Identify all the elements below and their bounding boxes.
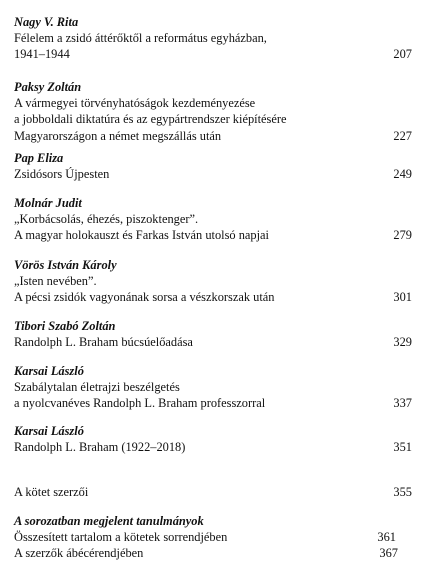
authors-section-page: 355 <box>393 485 412 499</box>
series-item-title: Összesített tartalom a kötetek sorrendjében <box>14 530 228 545</box>
entry-title-line: Randolph L. Braham (1922–2018) <box>14 440 186 455</box>
entry-last-line <box>14 289 412 305</box>
entry-page-number: 337 <box>393 396 412 411</box>
series-item-title: A szerzők ábécérendjében <box>14 546 144 561</box>
entry-author: Tibori Szabó Zoltán <box>14 319 116 333</box>
entry-author: Molnár Judit <box>14 196 82 210</box>
entry-last-line <box>14 484 412 500</box>
entry-title-line: A vármegyei törvényhatóságok kezdeményezése <box>14 96 256 111</box>
toc-entry <box>14 318 412 350</box>
entry-title-line: Szabálytalan életrajzi beszélgetés <box>14 380 180 395</box>
entry-title-line: 1941–1944 <box>14 47 70 62</box>
entry-last-line <box>14 439 412 455</box>
entry-author: Nagy V. Rita <box>14 15 79 29</box>
entry-title-line: A pécsi zsidók vagyonának sorsa a vészkorszak után <box>14 290 275 305</box>
entry-last-line <box>14 46 412 62</box>
entry-author: Vörös István Károly <box>14 258 117 272</box>
entry-title-line: „Isten nevében”. <box>14 274 97 289</box>
series-section <box>14 513 412 562</box>
toc-entry <box>14 150 412 182</box>
entry-author: Pap Eliza <box>14 151 64 165</box>
entry-title-line: Félelem a zsidó áttérőktől a református egyházban, <box>14 31 267 46</box>
toc-entry <box>14 79 412 144</box>
entry-last-line <box>14 166 412 182</box>
series-item-page: 367 <box>379 546 398 561</box>
entry-title-line: Magyarországon a német megszállás után <box>14 128 222 143</box>
entry-title-line: A magyar holokauszt és Farkas István utolsó napjai <box>14 228 269 243</box>
entry-page-number: 329 <box>393 335 412 350</box>
entry-last-line <box>14 334 412 350</box>
entry-author: Paksy Zoltán <box>14 80 82 94</box>
entry-title-line: Zsidósors Újpesten <box>14 167 110 182</box>
toc-entry <box>14 14 412 63</box>
entry-page-number: 279 <box>393 228 412 243</box>
entry-last-line <box>14 395 412 411</box>
authors-section-title: A kötet szerzői <box>14 485 89 499</box>
entry-page-number: 227 <box>393 128 412 143</box>
toc-entry <box>14 423 412 455</box>
series-item <box>14 529 412 545</box>
series-item <box>14 545 412 561</box>
toc-entry <box>14 195 412 244</box>
entry-page-number: 249 <box>393 167 412 182</box>
series-item-page: 361 <box>377 530 396 545</box>
series-heading: A sorozatban megjelent tanulmányok <box>14 514 204 528</box>
entry-title-line: Randolph L. Braham búcsúelőadása <box>14 335 193 350</box>
entry-page-number: 207 <box>393 47 412 62</box>
entry-page-number: 301 <box>393 290 412 305</box>
toc-entry <box>14 257 412 306</box>
toc-entry <box>14 484 412 500</box>
entry-title-line: a nyolcvanéves Randolph L. Braham professzorral <box>14 396 266 411</box>
entry-title-line: a jobboldali diktatúra és az egypártrendszer kiépítésére <box>14 112 287 127</box>
entry-last-line <box>14 128 412 144</box>
entry-page-number: 351 <box>393 440 412 455</box>
toc-entry <box>14 363 412 412</box>
entry-author: Karsai László <box>14 364 84 378</box>
entry-title-line: „Korbácsolás, éhezés, piszoktenger”. <box>14 212 199 227</box>
entry-last-line <box>14 227 412 243</box>
entry-author: Karsai László <box>14 424 84 438</box>
